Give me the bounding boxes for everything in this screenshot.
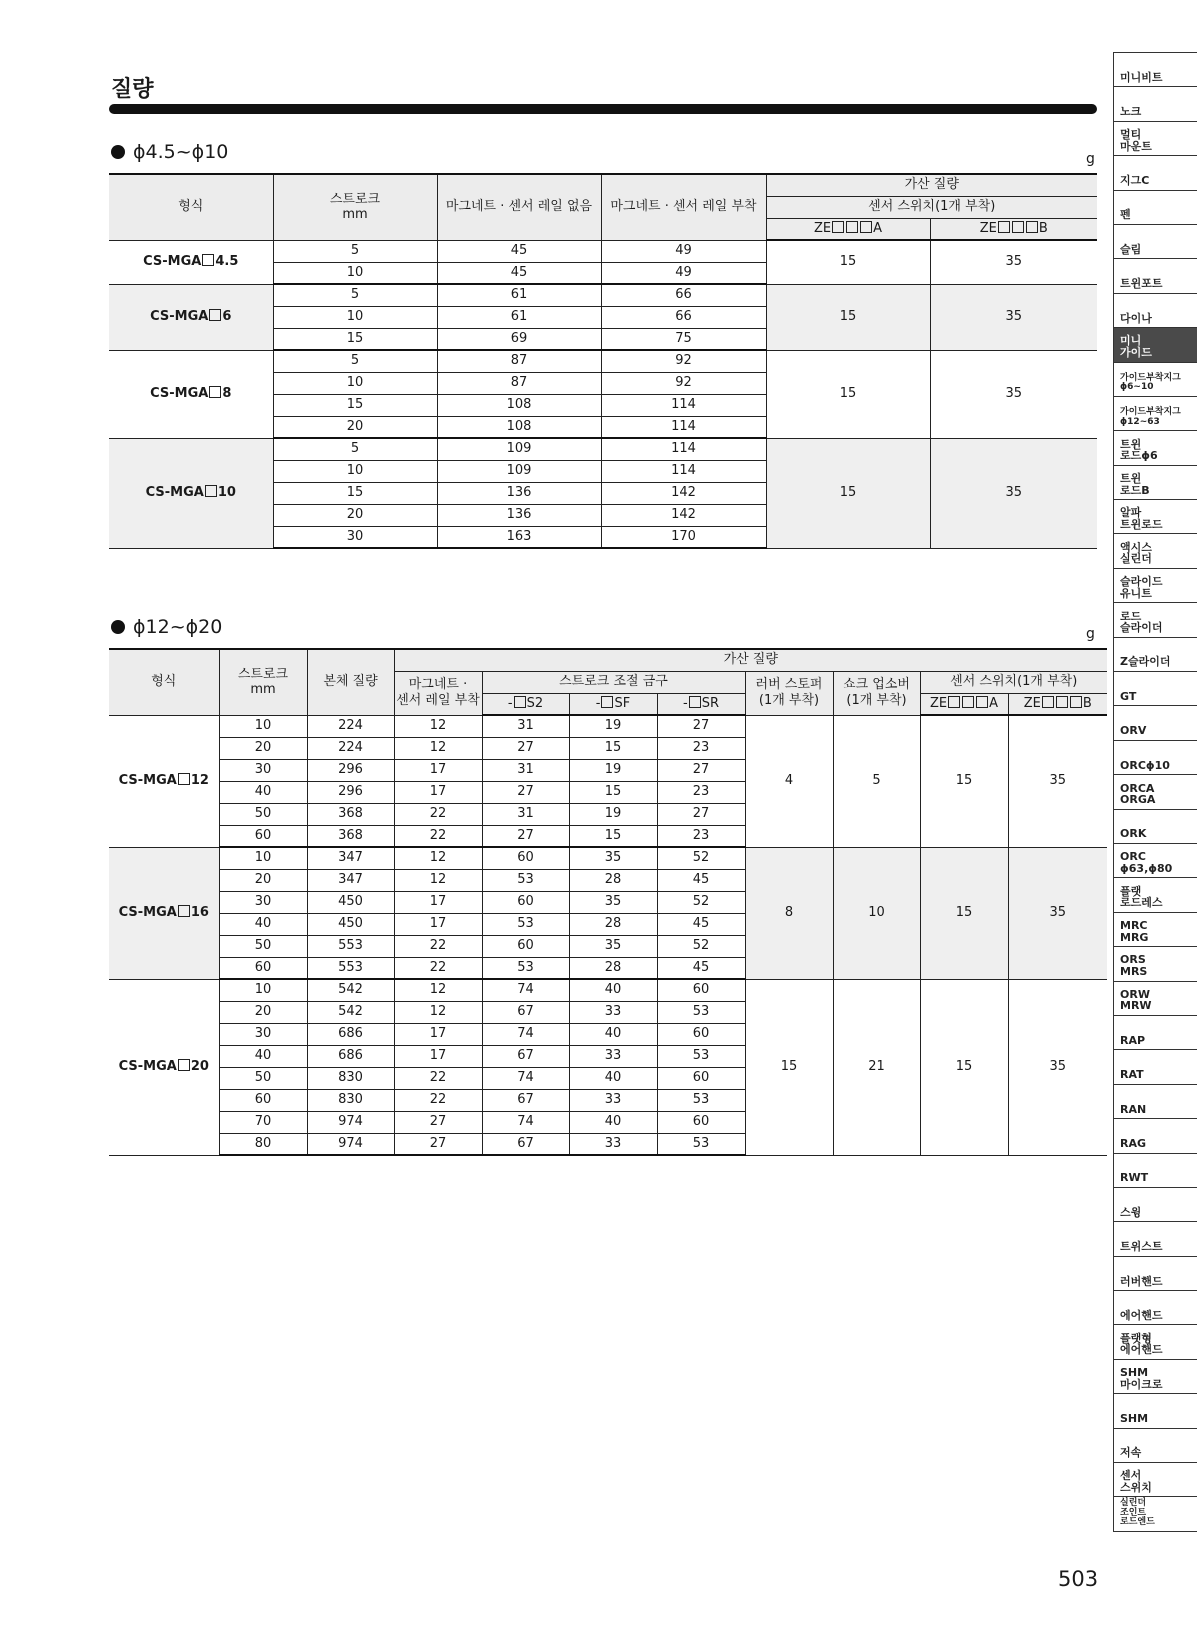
table-cell: 61 <box>437 284 601 306</box>
sidebar-tab[interactable]: Z슬라이더 <box>1114 638 1197 672</box>
header-stroke-adjust: 스트로크 조절 금구 <box>482 671 745 693</box>
table-cell: 31 <box>482 759 569 781</box>
sidebar-tab[interactable]: 슬라이드 유니트 <box>1114 569 1197 603</box>
table-cell: 75 <box>601 328 766 350</box>
table-cell: 49 <box>601 262 766 284</box>
table-cell: 53 <box>482 957 569 979</box>
model-suffix: 20 <box>190 1059 209 1075</box>
additional-mass-cell: 35 <box>1008 979 1107 1155</box>
table-row <box>109 847 1107 869</box>
table-cell: 20 <box>273 416 437 438</box>
table-cell: 60 <box>219 957 307 979</box>
table-cell: 53 <box>482 869 569 891</box>
table-cell: 5 <box>273 240 437 262</box>
model-cell <box>109 350 273 438</box>
sidebar-nav <box>1113 52 1197 1532</box>
table-cell: 60 <box>482 847 569 869</box>
model-suffix: 16 <box>190 905 209 921</box>
table-cell: 74 <box>482 1111 569 1133</box>
table-cell: 23 <box>657 781 745 803</box>
table-cell: 35 <box>569 935 657 957</box>
table-cell: 830 <box>307 1067 394 1089</box>
sidebar-tab[interactable]: SHM <box>1114 1394 1197 1428</box>
table-cell: 10 <box>273 262 437 284</box>
table-cell: 60 <box>219 825 307 847</box>
table-cell: 10 <box>219 715 307 737</box>
table-cell: 27 <box>482 781 569 803</box>
table-cell: 20 <box>219 869 307 891</box>
table-cell: 450 <box>307 891 394 913</box>
sidebar-tab[interactable]: ORV <box>1114 706 1197 740</box>
table-cell: 19 <box>569 759 657 781</box>
model-prefix: CS-MGA <box>118 905 177 921</box>
model-suffix: 8 <box>222 386 232 402</box>
table-cell: 15 <box>273 482 437 504</box>
additional-mass-cell: 5 <box>833 715 920 847</box>
additional-mass-cell: 15 <box>920 979 1008 1155</box>
header-ze-b: ZE B <box>930 218 1097 240</box>
sidebar-tab[interactable]: MRC MRG <box>1114 913 1197 947</box>
table-cell: 30 <box>219 1023 307 1045</box>
sensor-mass-cell: 15 <box>766 240 930 284</box>
sensor-mass-cell: 15 <box>766 438 930 548</box>
header-sf: - SF <box>569 693 657 715</box>
sidebar-tab[interactable]: 가이드부착지그 ϕ6~10 <box>1114 363 1197 397</box>
table-cell: 45 <box>657 957 745 979</box>
model-suffix: 6 <box>222 309 232 325</box>
table-cell: 686 <box>307 1023 394 1045</box>
table-cell: 66 <box>601 284 766 306</box>
table-cell: 114 <box>601 438 766 460</box>
table-cell: 52 <box>657 935 745 957</box>
additional-mass-cell: 15 <box>745 979 833 1155</box>
table-row <box>109 350 1097 372</box>
sidebar-tab[interactable]: 가이드부착지그 ϕ12~63 <box>1114 397 1197 431</box>
table-cell: 163 <box>437 526 601 548</box>
sidebar-tab[interactable]: ORK <box>1114 810 1197 844</box>
table-cell: 450 <box>307 913 394 935</box>
table-cell: 31 <box>482 803 569 825</box>
header-body-mass: 본체 질량 <box>307 649 394 715</box>
sensor-mass-cell: 35 <box>930 350 1097 438</box>
table-cell: 368 <box>307 825 394 847</box>
table-cell: 368 <box>307 803 394 825</box>
table-cell: 108 <box>437 394 601 416</box>
table-row <box>109 438 1097 460</box>
table-cell: 27 <box>657 803 745 825</box>
table-cell: 12 <box>394 847 482 869</box>
bullet-icon <box>111 145 125 159</box>
model-prefix: CS-MGA <box>143 254 202 270</box>
additional-mass-cell: 15 <box>920 715 1008 847</box>
table-cell: 30 <box>219 891 307 913</box>
sidebar-tab[interactable]: 트윈 로드B <box>1114 466 1197 500</box>
sidebar-tab[interactable]: ORCϕ10 <box>1114 741 1197 775</box>
table-cell: 12 <box>394 869 482 891</box>
table-cell: 33 <box>569 1001 657 1023</box>
table-cell: 67 <box>482 1089 569 1111</box>
table-cell: 33 <box>569 1133 657 1155</box>
table-cell: 686 <box>307 1045 394 1067</box>
page-number: 503 <box>1058 1567 1099 1591</box>
title-bar <box>109 104 1097 114</box>
section1-heading-text: ϕ4.5~ϕ10 <box>133 141 229 163</box>
table-cell: 17 <box>394 891 482 913</box>
table-cell: 92 <box>601 372 766 394</box>
table-cell: 60 <box>219 1089 307 1111</box>
model-cell <box>109 240 273 284</box>
sidebar-tab[interactable]: 트윈포트 <box>1114 259 1197 293</box>
mass-table-large <box>109 648 1107 1156</box>
sidebar-tab[interactable]: 미니 가이드 <box>1114 328 1197 362</box>
placeholder-box <box>202 254 214 266</box>
header-sr: - SR <box>657 693 745 715</box>
sidebar-tab[interactable]: 펜 <box>1114 191 1197 225</box>
model-cell <box>109 284 273 350</box>
table-cell: 53 <box>657 1089 745 1111</box>
header-model: 형식 <box>109 649 219 715</box>
section2-heading-text: ϕ12~ϕ20 <box>133 616 223 638</box>
table-cell: 974 <box>307 1133 394 1155</box>
table-cell: 5 <box>273 438 437 460</box>
table-cell: 10 <box>273 372 437 394</box>
additional-mass-cell: 15 <box>920 847 1008 979</box>
sidebar-tab[interactable]: ORS MRS <box>1114 947 1197 981</box>
sidebar-tab[interactable]: 센서 스위치 <box>1114 1463 1197 1497</box>
table-cell: 33 <box>569 1089 657 1111</box>
table-row <box>109 284 1097 306</box>
header-ze-b: ZE B <box>1008 693 1107 715</box>
table-cell: 69 <box>437 328 601 350</box>
table-cell: 30 <box>273 526 437 548</box>
table-cell: 108 <box>437 416 601 438</box>
mass-table-small <box>109 173 1097 549</box>
table-cell: 23 <box>657 825 745 847</box>
table-cell: 53 <box>657 1001 745 1023</box>
table-cell: 17 <box>394 1045 482 1067</box>
table-cell: 33 <box>569 1045 657 1067</box>
table-cell: 50 <box>219 1067 307 1089</box>
table-cell: 50 <box>219 935 307 957</box>
table-cell: 10 <box>273 460 437 482</box>
table-cell: 23 <box>657 737 745 759</box>
table-cell: 40 <box>569 979 657 1001</box>
table-cell: 974 <box>307 1111 394 1133</box>
table-cell: 22 <box>394 1089 482 1111</box>
sidebar-tab[interactable]: 다이나 <box>1114 294 1197 328</box>
table-cell: 347 <box>307 869 394 891</box>
table-cell: 92 <box>601 350 766 372</box>
sidebar-tab[interactable]: 액시스 실린더 <box>1114 534 1197 568</box>
sensor-mass-cell: 15 <box>766 350 930 438</box>
sidebar-tab[interactable]: SHM 마이크로 <box>1114 1360 1197 1394</box>
model-cell <box>109 979 219 1155</box>
model-cell <box>109 847 219 979</box>
table-cell: 136 <box>437 482 601 504</box>
table-cell: 22 <box>394 935 482 957</box>
sidebar-tab[interactable]: 멀티 마운트 <box>1114 122 1197 156</box>
table-cell: 5 <box>273 284 437 306</box>
table-cell: 109 <box>437 438 601 460</box>
table-cell: 40 <box>219 1045 307 1067</box>
placeholder-box <box>205 485 217 497</box>
sidebar-tab[interactable]: 슬림 <box>1114 225 1197 259</box>
header-rubber-stopper: 러버 스토퍼 (1개 부착) <box>745 671 833 715</box>
table-cell: 20 <box>219 737 307 759</box>
table-cell: 52 <box>657 891 745 913</box>
section2-heading <box>111 616 222 638</box>
sidebar-tab[interactable]: 저속 <box>1114 1429 1197 1463</box>
header-additional: 가산 질량 <box>394 649 1107 671</box>
section1-heading <box>111 141 228 163</box>
additional-mass-cell: 8 <box>745 847 833 979</box>
table-cell: 70 <box>219 1111 307 1133</box>
table-cell: 20 <box>273 504 437 526</box>
table-cell: 296 <box>307 759 394 781</box>
header-magnet-rail: 마그네트 · 센서 레일 부착 <box>394 671 482 715</box>
sidebar-tab[interactable]: 알파 트윈로드 <box>1114 500 1197 534</box>
table-cell: 74 <box>482 1023 569 1045</box>
table-cell: 114 <box>601 460 766 482</box>
sidebar-tab[interactable]: ORCA ORGA <box>1114 775 1197 809</box>
table-cell: 40 <box>569 1067 657 1089</box>
additional-mass-cell: 10 <box>833 847 920 979</box>
header-ze-a: ZE A <box>920 693 1008 715</box>
table-cell: 17 <box>394 781 482 803</box>
header-ze-a: ZE A <box>766 218 930 240</box>
table-cell: 67 <box>482 1045 569 1067</box>
model-suffix: 12 <box>190 773 209 789</box>
model-prefix: CS-MGA <box>118 1059 177 1075</box>
section1-unit: g <box>1086 151 1095 167</box>
table-cell: 40 <box>569 1023 657 1045</box>
sidebar-tab[interactable]: GT <box>1114 672 1197 706</box>
table-cell: 347 <box>307 847 394 869</box>
table-cell: 136 <box>437 504 601 526</box>
table-cell: 67 <box>482 1001 569 1023</box>
sidebar-tab[interactable]: 에어핸드 <box>1114 1291 1197 1325</box>
table-row <box>109 715 1107 737</box>
table-cell: 74 <box>482 1067 569 1089</box>
table-cell: 60 <box>657 1067 745 1089</box>
sidebar-tab[interactable]: 실린더 조인트 로드엔드 <box>1114 1497 1197 1531</box>
table-cell: 224 <box>307 715 394 737</box>
header-model: 형식 <box>109 174 273 240</box>
header-additional: 가산 질량 <box>766 174 1097 196</box>
model-prefix: CS-MGA <box>150 309 209 325</box>
table-cell: 53 <box>482 913 569 935</box>
table-cell: 49 <box>601 240 766 262</box>
header-stroke: 스트로크 mm <box>219 649 307 715</box>
table-cell: 19 <box>569 715 657 737</box>
table-cell: 87 <box>437 372 601 394</box>
sensor-mass-cell: 15 <box>766 284 930 350</box>
table-cell: 170 <box>601 526 766 548</box>
table-cell: 45 <box>657 913 745 935</box>
table-cell: 10 <box>219 979 307 1001</box>
table-cell: 61 <box>437 306 601 328</box>
sidebar-tab[interactable]: 노크 <box>1114 87 1197 121</box>
model-suffix: 4.5 <box>215 254 239 270</box>
additional-mass-cell: 35 <box>1008 715 1107 847</box>
table-cell: 80 <box>219 1133 307 1155</box>
table-cell: 20 <box>219 1001 307 1023</box>
sidebar-tab[interactable]: 플랫 로드레스 <box>1114 878 1197 912</box>
table-cell: 40 <box>219 913 307 935</box>
placeholder-box <box>178 905 190 917</box>
table-cell: 542 <box>307 1001 394 1023</box>
sidebar-tab[interactable]: RAT <box>1114 1050 1197 1084</box>
sidebar-tab[interactable]: 지그C <box>1114 156 1197 190</box>
sensor-mass-cell: 35 <box>930 284 1097 350</box>
table-cell: 22 <box>394 803 482 825</box>
placeholder-box <box>209 309 221 321</box>
table-cell: 142 <box>601 482 766 504</box>
table-cell: 15 <box>569 825 657 847</box>
sensor-mass-cell: 35 <box>930 438 1097 548</box>
table-cell: 60 <box>482 935 569 957</box>
table-cell: 45 <box>657 869 745 891</box>
additional-mass-cell: 35 <box>1008 847 1107 979</box>
sidebar-tab[interactable]: ORW MRW <box>1114 982 1197 1016</box>
table-cell: 50 <box>219 803 307 825</box>
sidebar-tab[interactable]: RAG <box>1114 1119 1197 1153</box>
table-cell: 22 <box>394 1067 482 1089</box>
table-cell: 17 <box>394 1023 482 1045</box>
table-cell: 109 <box>437 460 601 482</box>
table-cell: 27 <box>657 759 745 781</box>
model-prefix: CS-MGA <box>150 386 209 402</box>
header-no-rail: 마그네트 · 센서 레일 없음 <box>437 174 601 240</box>
table-cell: 17 <box>394 913 482 935</box>
sidebar-tab[interactable]: 플랫형 에어핸드 <box>1114 1325 1197 1359</box>
table-cell: 15 <box>569 781 657 803</box>
table-cell: 224 <box>307 737 394 759</box>
table-cell: 28 <box>569 957 657 979</box>
placeholder-box <box>178 773 190 785</box>
table-cell: 74 <box>482 979 569 1001</box>
sensor-mass-cell: 35 <box>930 240 1097 284</box>
table-cell: 22 <box>394 825 482 847</box>
table-cell: 87 <box>437 350 601 372</box>
sidebar-tab[interactable]: RWT <box>1114 1154 1197 1188</box>
table-cell: 27 <box>394 1133 482 1155</box>
table-cell: 35 <box>569 847 657 869</box>
header-sensor: 센서 스위치(1개 부착) <box>920 671 1107 693</box>
placeholder-box <box>178 1059 190 1071</box>
sidebar-tab[interactable]: RAN <box>1114 1085 1197 1119</box>
table-cell: 5 <box>273 350 437 372</box>
table-cell: 15 <box>273 328 437 350</box>
table-cell: 12 <box>394 737 482 759</box>
table-cell: 53 <box>657 1045 745 1067</box>
table-cell: 52 <box>657 847 745 869</box>
table-cell: 22 <box>394 957 482 979</box>
table-cell: 19 <box>569 803 657 825</box>
table-row <box>109 979 1107 1001</box>
table-cell: 67 <box>482 1133 569 1155</box>
section2-unit: g <box>1086 626 1095 642</box>
table-cell: 28 <box>569 869 657 891</box>
header-sensor: 센서 스위치(1개 부착) <box>766 196 1097 218</box>
table-cell: 35 <box>569 891 657 913</box>
table-cell: 28 <box>569 913 657 935</box>
page-title: 질량 <box>111 77 154 102</box>
additional-mass-cell: 21 <box>833 979 920 1155</box>
table-cell: 27 <box>394 1111 482 1133</box>
sidebar-tab[interactable]: 트위스트 <box>1114 1222 1197 1256</box>
table-row <box>109 240 1097 262</box>
table-cell: 31 <box>482 715 569 737</box>
table-cell: 40 <box>219 781 307 803</box>
model-prefix: CS-MGA <box>118 773 177 789</box>
table-cell: 12 <box>394 1001 482 1023</box>
table-cell: 27 <box>482 825 569 847</box>
sidebar-tab[interactable]: 미니비트 <box>1114 53 1197 87</box>
table-cell: 45 <box>437 240 601 262</box>
table-cell: 542 <box>307 979 394 1001</box>
table-cell: 27 <box>482 737 569 759</box>
table-cell: 114 <box>601 394 766 416</box>
table-cell: 60 <box>482 891 569 913</box>
model-cell <box>109 715 219 847</box>
header-s2: - S2 <box>482 693 569 715</box>
table-cell: 17 <box>394 759 482 781</box>
table-cell: 12 <box>394 715 482 737</box>
table-cell: 66 <box>601 306 766 328</box>
placeholder-box <box>209 386 221 398</box>
model-cell <box>109 438 273 548</box>
header-with-rail: 마그네트 · 센서 레일 부착 <box>601 174 766 240</box>
table-cell: 27 <box>657 715 745 737</box>
sidebar-tab[interactable]: 트윈 로드ϕ6 <box>1114 431 1197 465</box>
table-cell: 40 <box>569 1111 657 1133</box>
table-cell: 15 <box>273 394 437 416</box>
table-cell: 45 <box>437 262 601 284</box>
model-suffix: 10 <box>217 485 236 501</box>
table-cell: 12 <box>394 979 482 1001</box>
bullet-icon <box>111 620 125 634</box>
table-cell: 553 <box>307 957 394 979</box>
table-cell: 296 <box>307 781 394 803</box>
header-shock-absorber: 쇼크 업소버 (1개 부착) <box>833 671 920 715</box>
header-stroke: 스트로크 mm <box>273 174 437 240</box>
sidebar-tab[interactable]: 러버핸드 <box>1114 1257 1197 1291</box>
table-cell: 553 <box>307 935 394 957</box>
model-prefix: CS-MGA <box>145 485 204 501</box>
table-cell: 10 <box>273 306 437 328</box>
sidebar-tab[interactable]: RAP <box>1114 1016 1197 1050</box>
additional-mass-cell: 4 <box>745 715 833 847</box>
table-cell: 15 <box>569 737 657 759</box>
table-cell: 60 <box>657 1023 745 1045</box>
table-cell: 830 <box>307 1089 394 1111</box>
table-cell: 60 <box>657 1111 745 1133</box>
sidebar-tab[interactable]: 스윙 <box>1114 1188 1197 1222</box>
sidebar-tab[interactable]: ORC ϕ63,ϕ80 <box>1114 844 1197 878</box>
table-cell: 53 <box>657 1133 745 1155</box>
table-cell: 60 <box>657 979 745 1001</box>
table-cell: 114 <box>601 416 766 438</box>
sidebar-tab[interactable]: 로드 슬라이더 <box>1114 603 1197 637</box>
table-cell: 142 <box>601 504 766 526</box>
table-cell: 10 <box>219 847 307 869</box>
table-cell: 30 <box>219 759 307 781</box>
